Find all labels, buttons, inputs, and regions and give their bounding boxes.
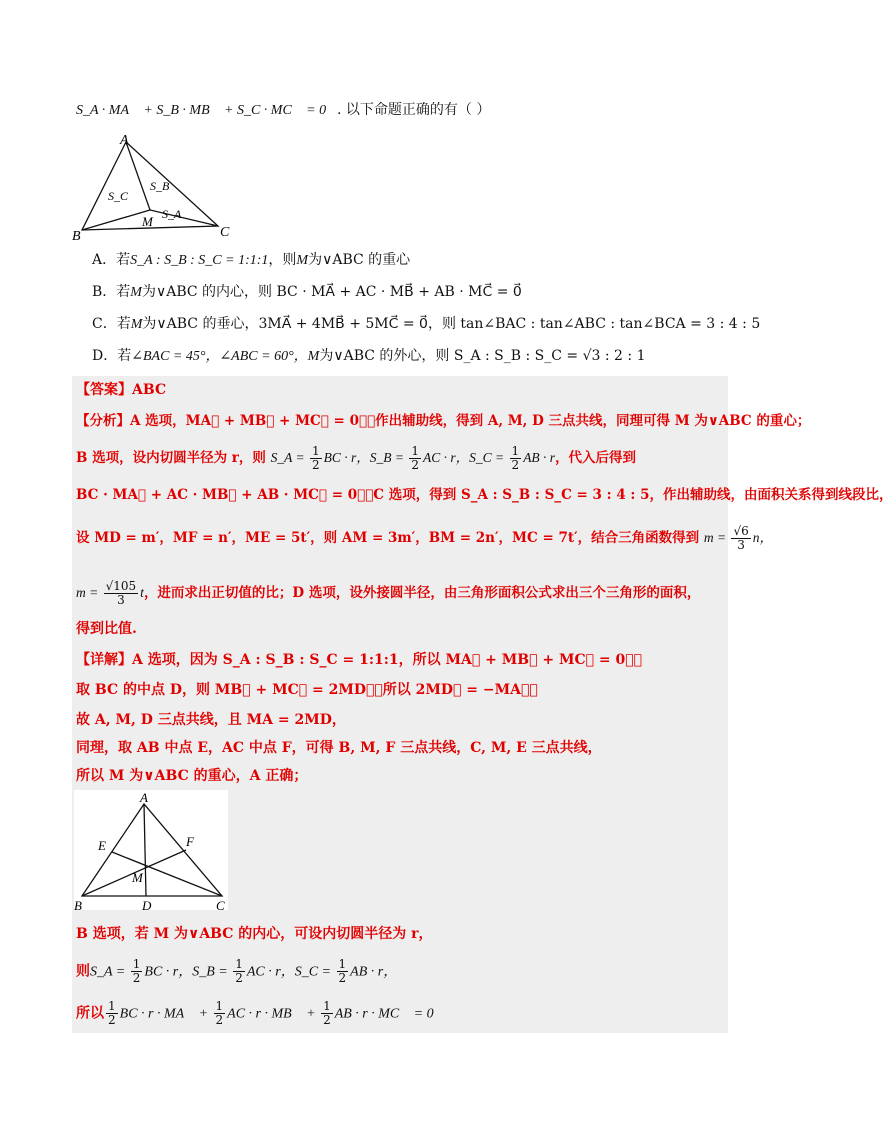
option-var: M [130,317,143,332]
analysis-d-text: ，进而求出正切值的比；D 选项，设外接圆半径，由三角形面积公式求出三个三角形的面积， [143,585,701,601]
frac-num: √6 [733,524,749,538]
frac-den: 3 [737,538,745,552]
frac-half [409,445,421,472]
frac-den: 2 [215,1013,224,1027]
frac-den: 2 [511,458,520,472]
option-letter: B． [92,284,117,300]
option-var: M [296,253,309,268]
analysis-line-6: 得到比值. [76,621,137,637]
label-f: F [186,834,194,849]
label-m: M [142,214,153,229]
frac-sqrt6-3 [731,525,750,552]
frac-sqrt105-3 [104,580,139,607]
option-c [92,314,760,335]
detail-line-1: 【详解】A 选项，因为 S_A : S_B : S_C = 1:1:1，所以 MA⃗ + MB⃗ + MC⃗ = 0⃗， [76,652,643,668]
analysis-b-sc: AC · r，S_C = [423,450,508,465]
detail-b-line-1: B 选项，若 M 为∨ABC 的内心，可设内切圆半径为 r， [76,926,433,942]
stem-formula: S_A · MA⃗ + S_B · MB⃗ + S_C · MC⃗ = 0⃗ [76,103,338,118]
frac-den: 2 [235,971,243,985]
frac-half [337,958,349,985]
frac-num: 1 [511,444,520,458]
detail-line-4: 同理，取 AB 中点 E，AC 中点 F，可得 B, M, F 三点共线，C, M, E 三点共线， [76,740,602,756]
frac-half [233,958,245,985]
frac-den: 2 [338,971,347,985]
analysis-b-text: B 选项，设内切圆半径为 r，则 [76,450,266,466]
option-var: M [307,349,320,364]
frac-num: 1 [323,999,331,1013]
analysis-line-2 [76,445,636,472]
analysis-line-1: 【分析】A 选项，MA⃗ + MB⃗ + MC⃗ = 0⃗，作出辅助线，得到 A, M, D 三点共线，同理可得 M 为∨ABC 的重心； [76,413,811,429]
frac-num: 1 [108,999,116,1013]
analysis-m1: m = [703,530,730,545]
analysis-b-sb: BC · r，S_B = [323,450,408,465]
stem-text: . 以下命题正确的有（ ） [337,102,491,118]
detail-b-sc: AC · r，S_C = [246,964,335,980]
option-pre: 若 [116,252,131,268]
frac-den: 2 [132,971,141,985]
analysis-m2: m = [76,585,102,600]
frac-half [321,1000,333,1027]
option-formula: S_A : S_B : S_C = 1:1:1 [130,253,269,268]
option-letter: D． [92,348,118,364]
frac-num: 1 [132,957,141,971]
option-mid: ，则 [268,252,297,268]
option-var: M [130,285,142,300]
label-b: B [74,898,82,913]
frac-num: 1 [215,999,224,1013]
option-formula: ∠BAC = 45°，∠ABC = 60°， [131,349,308,364]
frac-half [510,445,522,472]
detail-b-sa: S_A = [90,964,129,980]
frac-num: √105 [105,579,137,593]
option-letter: C． [92,316,117,332]
option-letter: A． [92,252,117,268]
frac-den: 2 [323,1013,331,1027]
detail-b-line-3 [76,1000,455,1027]
option-post: 为∨ABC 的重心 [308,252,411,268]
label-m: M [132,870,143,885]
option-b [92,282,522,303]
analysis-b-tail: ，代入后得到 [555,450,637,466]
frac-half [214,1000,226,1027]
frac-num: 1 [338,957,347,971]
label-sb: S_B [150,179,170,193]
answer-label: 【答案】ABC [76,382,167,398]
label-d: D [142,898,152,913]
detail-b-ab: AB · r， [350,964,398,980]
triangle-figure-2 [74,790,228,914]
frac-den: 2 [108,1013,116,1027]
option-pre: 若 [116,316,131,332]
frac-num: 1 [411,444,420,458]
analysis-line-3: BC · MA⃗ + AC · MB⃗ + AB · MC⃗ = 0⃗；C 选项，得到 S_A : S_B : S_C = 3 : 4 : 5，作出辅助线，由面积关系得到线段比， [76,487,893,503]
analysis-m2-tail: t [140,585,144,600]
frac-num: 1 [235,957,243,971]
triangle-figure-1 [70,130,240,242]
label-c: C [220,225,230,240]
detail-line-5: 所以 M 为∨ABC 的重心，A 正确； [76,768,308,784]
detail-b-sb: BC · r，S_B = [144,964,232,980]
label-b: B [72,229,81,244]
detail-b-so: 所以 [76,1005,104,1022]
label-sc: S_C [108,189,129,203]
option-post: 为∨ABC 的内心，则 BC · MA⃗ + AC · MB⃗ + AB · MC⃗ = 0⃗ [141,284,522,300]
analysis-m1-tail: n， [752,530,773,545]
analysis-line-4 [76,525,773,552]
detail-b-term2: AC · r · MB⃗ + [227,1006,320,1022]
label-e: E [98,838,106,853]
frac-den: 2 [411,458,420,472]
option-pre: 若 [116,284,131,300]
analysis-b-ab: AB · r [523,450,556,465]
label-sa: S_A [162,207,182,221]
option-pre: 若 [117,348,132,364]
detail-b-term1: BC · r · MA⃗ + [119,1006,212,1022]
frac-num: 1 [312,444,320,458]
detail-b-term3: AB · r · MC⃗ = 0⃗， [334,1006,456,1022]
analysis-line-5 [76,580,700,607]
option-d [92,346,646,367]
frac-den: 3 [117,593,125,607]
label-a: A [120,133,129,148]
option-post: 为∨ABC 的垂心，3MA⃗ + 4MB⃗ + 5MC⃗ = 0⃗，则 tan∠BAC : tan∠ABC : tan∠BCA = 3 : 4 : 5 [142,316,761,332]
option-post: 为∨ABC 的外心，则 S_A : S_B : S_C = √3 : 2 : 1 [319,348,646,364]
frac-half [106,1000,118,1027]
question-stem [76,100,490,121]
detail-line-3: 故 A, M, D 三点共线，且 MA = 2MD， [76,712,346,728]
frac-half [310,445,322,472]
label-a: A [140,790,148,805]
analysis-b-sa: S_A = [270,450,309,465]
frac-den: 2 [312,458,320,472]
analysis-setup: 设 MD = m′，MF = n′，ME = 5t′，则 AM = 3m′，BM = 2n′，MC = 7t′，结合三角函数得到 [76,530,700,546]
frac-half [131,958,143,985]
detail-b-line-2 [76,958,397,985]
option-a [92,250,410,271]
label-c: C [216,898,225,913]
detail-line-2: 取 BC 的中点 D，则 MB⃗ + MC⃗ = 2MD⃗，所以 2MD⃗ = −MA⃗， [76,682,538,698]
detail-b-prefix: 则 [76,963,90,980]
